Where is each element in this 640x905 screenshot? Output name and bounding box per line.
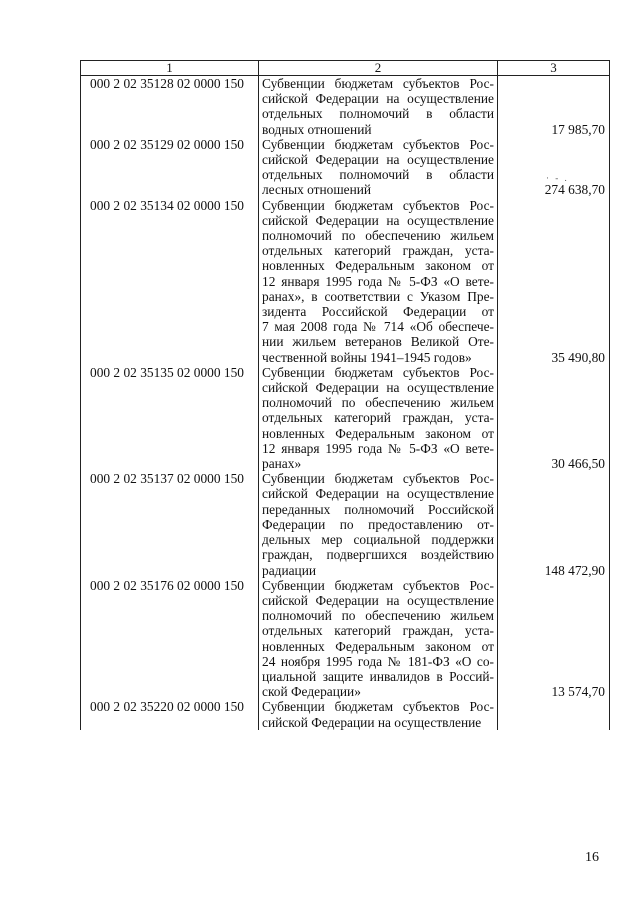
budget-code-cell: 000 2 02 35134 02 0000 150 xyxy=(81,198,259,365)
description-line: Субвенции бюджетам субъектов Рос- xyxy=(262,197,494,213)
description-line: Субвенции бюджетам субъектов Рос- xyxy=(262,471,494,487)
table-row xyxy=(81,198,610,365)
description-line: Субвенции бюджетам субъектов Рос- xyxy=(262,577,494,593)
description-line: чественной войны 1941–1945 годов» xyxy=(262,349,472,365)
amount-cell: 148 472,90 xyxy=(498,471,610,577)
description-line: радиации xyxy=(262,562,317,578)
page-number: 16 xyxy=(585,850,599,865)
budget-code-cell: 000 2 02 35129 02 0000 150 xyxy=(81,137,259,198)
description-line: ранах», в соответствии с Указом Пре- xyxy=(262,288,494,304)
description-line: лесных отношений xyxy=(262,182,372,198)
description-line: полномочий по обеспечению жильем xyxy=(262,228,494,244)
description-line: 7 мая 2008 года № 714 «Об обеспече- xyxy=(262,319,494,335)
description-cell xyxy=(259,137,498,198)
description-line: 12 января 1995 года № 5-ФЗ «О вете- xyxy=(262,273,494,289)
description-line: граждан, подвергшихся воздействию xyxy=(262,547,494,563)
budget-code-cell: 000 2 02 35176 02 0000 150 xyxy=(81,578,259,700)
description-line: Субвенции бюджетам субъектов Рос- xyxy=(262,699,494,715)
table-row xyxy=(81,471,610,577)
description-line: циальной защите инвалидов в Россий- xyxy=(262,668,494,684)
description-line: Субвенции бюджетам субъектов Рос- xyxy=(262,364,494,380)
table-header-row xyxy=(81,61,610,76)
budget-table xyxy=(80,60,610,730)
description-line: дельных мер социальной поддержки xyxy=(262,532,494,548)
scan-artifact-mark: · - . xyxy=(546,173,569,183)
description-line: 12 января 1995 года № 5-ФЗ «О вете- xyxy=(262,440,494,456)
description-line: сийской Федерации на осуществление xyxy=(262,212,494,228)
column-header-amount: 3 xyxy=(498,61,610,76)
description-line: сийской Федерации на осуществление xyxy=(262,714,482,730)
description-line: переданных полномочий Российской xyxy=(262,501,494,517)
description-line: отдельных категорий граждан, уста- xyxy=(262,243,494,259)
amount-cell: 274 638,70 xyxy=(498,137,610,198)
table-row xyxy=(81,365,610,471)
description-cell xyxy=(259,699,498,729)
description-line: отдельных полномочий в области xyxy=(262,106,494,122)
description-cell xyxy=(259,198,498,365)
description-line: ской Федерации» xyxy=(262,684,361,700)
description-cell xyxy=(259,471,498,577)
table-body xyxy=(81,76,610,730)
description-line: водных отношений xyxy=(262,121,372,137)
description-line: Федерации по предоставлению от- xyxy=(262,516,494,532)
description-line: сийской Федерации на осуществление xyxy=(262,152,494,168)
description-line: зидента Российской Федерации от xyxy=(262,304,494,320)
description-line: полномочий по обеспечению жильем xyxy=(262,395,494,411)
amount-cell: 35 490,80 xyxy=(498,198,610,365)
description-line: 24 ноября 1995 года № 181-ФЗ «О со- xyxy=(262,653,494,669)
amount-cell: 30 466,50 xyxy=(498,365,610,471)
budget-code-cell: 000 2 02 35220 02 0000 150 xyxy=(81,699,259,729)
description-line: полномочий по обеспечению жильем xyxy=(262,608,494,624)
table-row xyxy=(81,578,610,700)
description-line: сийской Федерации на осуществление xyxy=(262,380,494,396)
description-cell xyxy=(259,578,498,700)
amount-cell: 13 574,70 xyxy=(498,578,610,700)
description-line: новленных Федеральным законом от xyxy=(262,258,494,274)
amount-cell xyxy=(498,699,610,729)
table-row xyxy=(81,137,610,198)
description-line: новленных Федеральным законом от xyxy=(262,425,494,441)
table-row xyxy=(81,76,610,137)
description-line: отдельных полномочий в области xyxy=(262,167,494,183)
description-line: отдельных категорий граждан, уста- xyxy=(262,623,494,639)
table-row xyxy=(81,699,610,729)
description-line: сийской Федерации на осуществление xyxy=(262,592,494,608)
column-header-code: 1 xyxy=(81,61,259,76)
description-line: Субвенции бюджетам субъектов Рос- xyxy=(262,76,494,91)
budget-code-cell: 000 2 02 35137 02 0000 150 xyxy=(81,471,259,577)
description-line: Субвенции бюджетам субъектов Рос- xyxy=(262,136,494,152)
description-cell xyxy=(259,365,498,471)
budget-code-cell: 000 2 02 35135 02 0000 150 xyxy=(81,365,259,471)
description-line: сийской Федерации на осуществление xyxy=(262,486,494,502)
amount-cell: 17 985,70 xyxy=(498,76,610,137)
description-line: нии жильем ветеранов Великой Оте- xyxy=(262,334,494,350)
description-line: отдельных категорий граждан, уста- xyxy=(262,410,494,426)
description-cell xyxy=(259,76,498,137)
description-line: ранах» xyxy=(262,456,302,472)
description-line: сийской Федерации на осуществление xyxy=(262,91,494,107)
column-header-description: 2 xyxy=(259,61,498,76)
description-line: новленных Федеральным законом от xyxy=(262,638,494,654)
budget-code-cell: 000 2 02 35128 02 0000 150 xyxy=(81,76,259,137)
